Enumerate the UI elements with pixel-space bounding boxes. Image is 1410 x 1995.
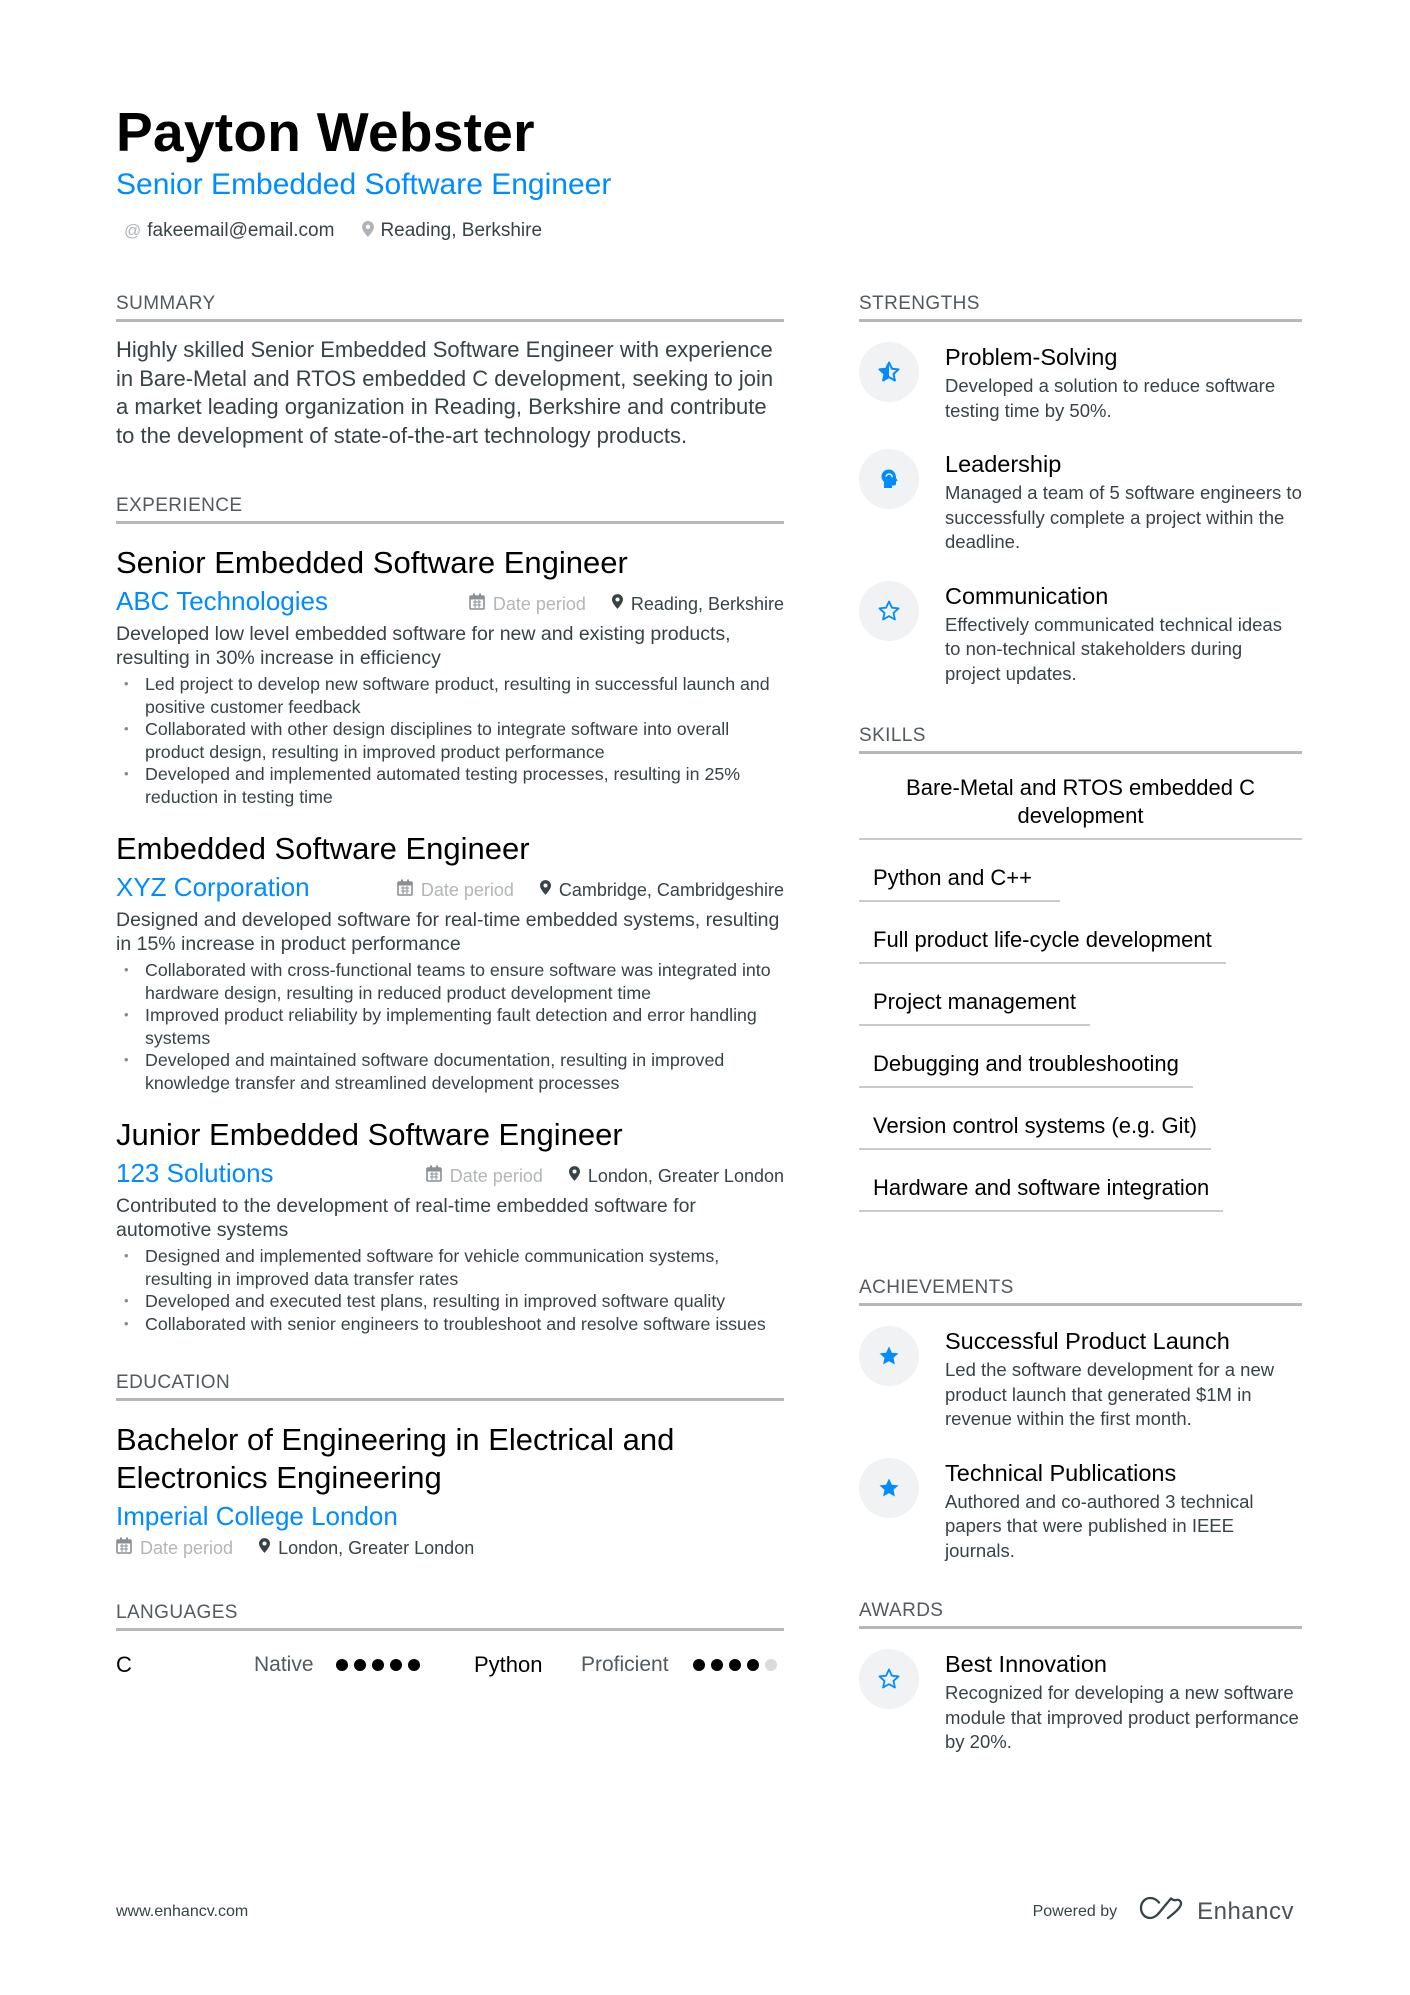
language-name: Python bbox=[474, 1652, 543, 1677]
achievements-heading: ACHIEVEMENTS bbox=[859, 1276, 1302, 1306]
skill-tag: Hardware and software integration bbox=[859, 1168, 1223, 1212]
location-text: London, Greater London bbox=[278, 1537, 475, 1558]
email-text: fakeemail@email.com bbox=[147, 220, 335, 241]
language-level: Proficient bbox=[581, 1653, 669, 1676]
skill-tag: Bare-Metal and RTOS embedded C development bbox=[859, 768, 1302, 840]
page-footer bbox=[116, 1896, 1294, 1927]
half-star-icon bbox=[859, 342, 919, 402]
experience-bullets bbox=[116, 1245, 784, 1335]
rating-dot-filled bbox=[336, 1659, 348, 1671]
rating-dot-filled bbox=[354, 1659, 366, 1671]
experience-date bbox=[469, 593, 586, 615]
calendar-icon bbox=[397, 879, 413, 901]
rating-dot-filled bbox=[711, 1659, 723, 1671]
achievement-title: Successful Product Launch bbox=[945, 1328, 1230, 1354]
bullet-item: • Collaborated with other design disciplines to integrate software into overall product design, resulting in improved product performance bbox=[116, 718, 784, 763]
date-text: Date period bbox=[492, 593, 586, 614]
brand-name: Enhancv bbox=[1197, 1897, 1294, 1925]
strengths-section bbox=[859, 292, 1302, 686]
education-meta bbox=[116, 1537, 784, 1559]
experience-item bbox=[116, 544, 784, 808]
calendar-icon bbox=[116, 1537, 132, 1559]
education-date bbox=[116, 1537, 233, 1559]
experience-role: Embedded Software Engineer bbox=[116, 831, 530, 866]
enhancv-logo-icon bbox=[1139, 1896, 1185, 1927]
star-outline-icon bbox=[859, 581, 919, 641]
summary-heading: SUMMARY bbox=[116, 292, 784, 322]
powered-by bbox=[1033, 1896, 1294, 1927]
summary-section bbox=[116, 292, 784, 450]
skills-section bbox=[859, 724, 1302, 1230]
location-text: Reading, Berkshire bbox=[380, 220, 543, 241]
skill-tag: Python and C++ bbox=[859, 858, 1060, 902]
powered-by-label: Powered by bbox=[1032, 1902, 1118, 1920]
rating-dot-filled bbox=[390, 1659, 402, 1671]
strength-item bbox=[859, 449, 1302, 555]
calendar-icon bbox=[426, 1165, 442, 1187]
experience-heading: EXPERIENCE bbox=[116, 494, 784, 524]
languages-row bbox=[116, 1645, 784, 1685]
experience-company: XYZ Corporation bbox=[116, 872, 310, 902]
awards-heading: AWARDS bbox=[859, 1599, 1302, 1629]
experience-location bbox=[612, 594, 784, 615]
experience-role: Senior Embedded Software Engineer bbox=[116, 545, 628, 580]
strength-item bbox=[859, 581, 1302, 687]
bullet-item: • Designed and implemented software for vehicle communication systems, resulting in improved data transfer rates bbox=[116, 1245, 784, 1290]
head-brain-icon bbox=[859, 449, 919, 509]
bullet-item: • Developed and executed test plans, resulting in improved software quality bbox=[116, 1290, 784, 1313]
achievement-description: Led the software development for a new product launch that generated $1M in revenue within the first month. bbox=[945, 1359, 1275, 1429]
left-column bbox=[116, 292, 784, 1685]
star-filled-icon bbox=[859, 1326, 919, 1386]
experience-section bbox=[116, 494, 784, 1335]
date-text: Date period bbox=[420, 879, 514, 900]
resume-header bbox=[116, 98, 1296, 242]
awards-section bbox=[859, 1599, 1302, 1755]
experience-location bbox=[569, 1166, 784, 1187]
experience-description: Designed and developed software for real-time embedded systems, resulting in 15% increase in product performance bbox=[116, 909, 780, 955]
bullet-item: • Developed and maintained software documentation, resulting in improved knowledge transfer and streamlined development processes bbox=[116, 1049, 784, 1094]
experience-role: Junior Embedded Software Engineer bbox=[116, 1117, 623, 1152]
experience-bullets bbox=[116, 673, 784, 808]
map-pin-icon bbox=[569, 1166, 580, 1186]
experience-date bbox=[426, 1165, 543, 1187]
achievement-description: Authored and co-authored 3 technical papers that were published in IEEE journals. bbox=[945, 1490, 1254, 1561]
bullet-item: • Developed and implemented automated testing processes, resulting in 25% reduction in testing time bbox=[116, 763, 784, 808]
achievements-section bbox=[859, 1276, 1302, 1563]
skill-tag: Version control systems (e.g. Git) bbox=[859, 1106, 1211, 1150]
strength-title: Leadership bbox=[945, 451, 1062, 477]
star-filled-icon bbox=[859, 1458, 919, 1518]
experience-date bbox=[397, 879, 514, 901]
language-level: Native bbox=[254, 1653, 314, 1676]
strength-description: Effectively communicated technical ideas to non-technical stakeholders during project updates. bbox=[945, 613, 1282, 684]
right-column bbox=[859, 292, 1302, 1781]
rating-dot-filled bbox=[693, 1659, 705, 1671]
experience-location bbox=[540, 880, 784, 901]
achievement-item bbox=[859, 1326, 1302, 1432]
rating-dot-filled bbox=[747, 1659, 759, 1671]
strength-title: Problem-Solving bbox=[945, 344, 1118, 370]
skill-tag: Project management bbox=[859, 982, 1090, 1026]
rating-dot-filled bbox=[729, 1659, 741, 1671]
education-location bbox=[259, 1537, 474, 1559]
rating-dot-filled bbox=[408, 1659, 420, 1671]
experience-company: 123 Solutions bbox=[116, 1158, 274, 1188]
calendar-icon bbox=[469, 593, 485, 615]
brand-logo[interactable] bbox=[1139, 1896, 1294, 1927]
award-title: Best Innovation bbox=[945, 1651, 1107, 1677]
bullet-item: • Improved product reliability by implementing fault detection and error handling systems bbox=[116, 1004, 784, 1049]
education-section bbox=[116, 1371, 784, 1559]
education-degree: Bachelor of Engineering in Electrical and Electronics Engineering bbox=[116, 1422, 675, 1495]
skills-list bbox=[859, 768, 1302, 1230]
strength-description: Developed a solution to reduce software testing time by 50%. bbox=[945, 375, 1276, 421]
map-pin-icon bbox=[612, 594, 623, 614]
contact-email[interactable] bbox=[124, 220, 334, 242]
language-name: C bbox=[116, 1652, 132, 1677]
skill-tag: Debugging and troubleshooting bbox=[859, 1044, 1193, 1088]
experience-item bbox=[116, 1116, 784, 1335]
website-link[interactable]: www.enhancv.com bbox=[116, 1902, 249, 1920]
experience-company-row bbox=[116, 1156, 784, 1190]
star-outline-icon bbox=[859, 1649, 919, 1709]
date-text: Date period bbox=[140, 1537, 234, 1558]
award-description: Recognized for developing a new software module that improved product performance by 20%. bbox=[945, 1682, 1299, 1752]
award-item bbox=[859, 1649, 1302, 1755]
language-rating bbox=[336, 1659, 474, 1671]
strength-item bbox=[859, 342, 1302, 423]
candidate-title: Senior Embedded Software Engineer bbox=[116, 168, 612, 201]
bullet-item: • Led project to develop new software product, resulting in successful launch and positive customer feedback bbox=[116, 673, 784, 718]
at-icon: @ bbox=[124, 221, 142, 240]
experience-company-row bbox=[116, 584, 784, 618]
experience-description: Developed low level embedded software for new and existing products, resulting in 30% increase in efficiency bbox=[116, 623, 731, 669]
map-pin-icon bbox=[259, 1538, 270, 1558]
languages-heading: LANGUAGES bbox=[116, 1601, 784, 1631]
skills-heading: SKILLS bbox=[859, 724, 1302, 754]
achievement-item bbox=[859, 1458, 1302, 1564]
bullet-item: • Collaborated with senior engineers to troubleshoot and resolve software issues bbox=[116, 1313, 784, 1336]
contact-location bbox=[362, 220, 542, 242]
location-text: London, Greater London bbox=[587, 1165, 784, 1186]
rating-dot-empty bbox=[765, 1659, 777, 1671]
experience-description: Contributed to the development of real-time embedded software for automotive systems bbox=[116, 1195, 696, 1241]
rating-dot-filled bbox=[372, 1659, 384, 1671]
experience-meta bbox=[469, 593, 784, 615]
summary-text: Highly skilled Senior Embedded Software Engineer with experience in Bare-Metal and RTOS embedded C development, seeking to join a market leading organization in Reading, Berkshire and contribute to the development of state-of-the-art technology products. bbox=[116, 337, 774, 448]
contact-row bbox=[116, 220, 1296, 242]
experience-meta bbox=[397, 879, 784, 901]
bullet-item: • Collaborated with cross-functional teams to ensure software was integrated into hardware design, resulting in reduced product development time bbox=[116, 959, 784, 1004]
strengths-heading: STRENGTHS bbox=[859, 292, 1302, 322]
date-text: Date period bbox=[449, 1165, 543, 1186]
strength-title: Communication bbox=[945, 582, 1109, 609]
education-school: Imperial College London bbox=[116, 1501, 398, 1531]
location-text: Cambridge, Cambridgeshire bbox=[558, 879, 784, 900]
map-pin-icon bbox=[362, 221, 374, 242]
experience-company-row bbox=[116, 870, 784, 904]
location-text: Reading, Berkshire bbox=[630, 593, 784, 614]
language-rating bbox=[693, 1659, 777, 1671]
experience-company: ABC Technologies bbox=[116, 586, 328, 616]
education-heading: EDUCATION bbox=[116, 1371, 784, 1401]
experience-item bbox=[116, 830, 784, 1094]
candidate-name: Payton Webster bbox=[116, 101, 535, 163]
languages-section bbox=[116, 1601, 784, 1685]
experience-bullets bbox=[116, 959, 784, 1094]
skill-tag: Full product life-cycle development bbox=[859, 920, 1226, 964]
achievement-title: Technical Publications bbox=[945, 1459, 1177, 1486]
map-pin-icon bbox=[540, 880, 551, 900]
strength-description: Managed a team of 5 software engineers to successfully complete a project within the deadline. bbox=[945, 482, 1302, 552]
experience-meta bbox=[426, 1165, 784, 1187]
